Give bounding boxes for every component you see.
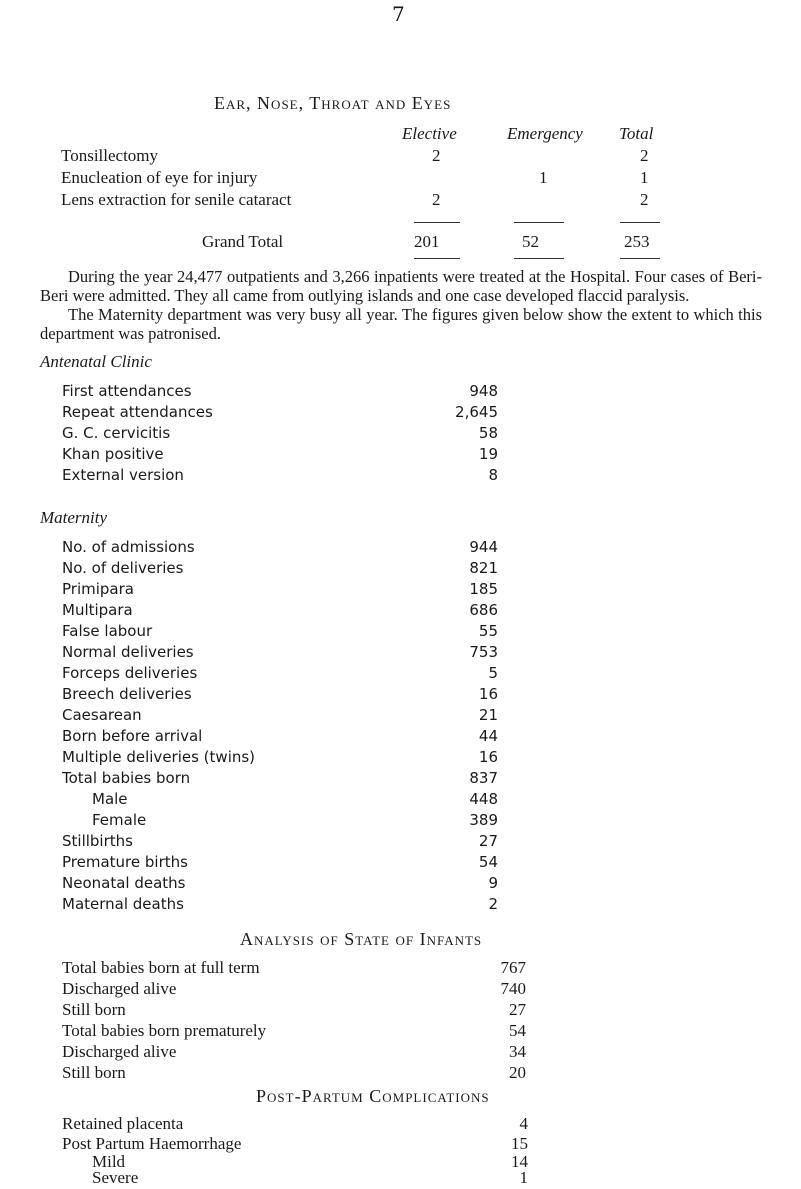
ent-row-total: 2 [640, 146, 649, 165]
list-item-label: Discharged alive [62, 979, 177, 998]
list-item-value: 19 [478, 445, 498, 463]
list-item-label: Multiple deliveries (twins) [62, 748, 256, 766]
list-item-value: 2,645 [455, 403, 498, 421]
paragraph-1: During the year 24,477 outpatients and 3,266 inpatients were treated at the Hospital. Four cases of Beri-Beri were admitted. They all came from outlying islands and one case developed flaccid paralysis. [40, 267, 762, 305]
col-emergency: Emergency [507, 124, 583, 143]
rule-elective-bottom [414, 258, 460, 259]
list-item-label: Total babies born [62, 769, 191, 787]
list-item-value: 54 [509, 1021, 526, 1040]
list-item-value: 15 [511, 1134, 528, 1153]
list-item-label: Mild [92, 1152, 126, 1171]
list-item-value: 16 [478, 748, 498, 766]
list-item-label: External version [62, 466, 184, 484]
list-item-label: Severe [92, 1168, 139, 1187]
list-item-value: 34 [509, 1042, 526, 1061]
list-item-value: 837 [469, 769, 498, 787]
ent-heading: Ear, Nose, Throat and Eyes [214, 93, 452, 113]
list-item-value: 767 [500, 958, 526, 977]
list-item-label: Breech deliveries [62, 685, 192, 703]
ent-row-total: 1 [640, 168, 649, 187]
list-item-value: 20 [509, 1063, 526, 1082]
list-item-value: 5 [488, 664, 498, 682]
rule-elective-top [414, 222, 460, 223]
list-item-label: Retained placenta [62, 1114, 184, 1133]
list-item-value: 14 [511, 1152, 528, 1171]
list-item-value: 821 [469, 559, 498, 577]
list-item-label: Multipara [62, 601, 133, 619]
list-item-value: 740 [500, 979, 526, 998]
list-item-value: 448 [469, 790, 498, 808]
rule-total-bottom [620, 258, 660, 259]
antenatal-title: Antenatal Clinic [40, 352, 152, 371]
list-item-label: Total babies born at full term [62, 958, 260, 977]
list-item-value: 944 [469, 538, 498, 556]
ent-row-emergency: 1 [539, 168, 548, 187]
grand-total-emergency: 52 [522, 232, 539, 251]
ent-row-elective: 2 [432, 190, 441, 209]
intro-paragraph [40, 267, 762, 343]
list-item-label: Still born [62, 1000, 126, 1019]
maternity-title: Maternity [40, 508, 108, 527]
ent-row-total: 2 [640, 190, 649, 209]
list-item-label: First attendances [62, 382, 192, 400]
list-item-label: False labour [62, 622, 153, 640]
list-item-label: Born before arrival [62, 727, 203, 745]
page-number: 7 [392, 2, 405, 26]
rule-total-top [620, 222, 660, 223]
list-item-value: 8 [488, 466, 498, 484]
list-item-label: Discharged alive [62, 1042, 177, 1061]
list-item-value: 4 [519, 1114, 528, 1133]
list-item-value: 389 [469, 811, 498, 829]
list-item-label: Khan positive [62, 445, 164, 463]
list-item-value: 27 [478, 832, 498, 850]
list-item-value: 185 [469, 580, 498, 598]
ent-row-label: Tonsillectomy [61, 146, 159, 165]
list-item-value: 9 [488, 874, 498, 892]
list-item-label: Male [92, 790, 128, 808]
list-item-label: Stillbirths [62, 832, 133, 850]
grand-total-label: Grand Total [202, 232, 284, 251]
list-item-label: Premature births [62, 853, 188, 871]
col-total: Total [619, 124, 654, 143]
list-item-value: 16 [478, 685, 498, 703]
list-item-label: Total babies born prematurely [62, 1021, 267, 1040]
list-item-label: No. of admissions [62, 538, 195, 556]
postpartum-heading: Post-Partum Complications [256, 1086, 490, 1106]
col-elective: Elective [402, 124, 457, 143]
list-item-value: 753 [469, 643, 498, 661]
list-item-value: 27 [509, 1000, 526, 1019]
list-item-label: Primipara [62, 580, 134, 598]
list-item-value: 2 [488, 895, 498, 913]
list-item-label: G. C. cervicitis [62, 424, 171, 442]
list-item-label: Still born [62, 1063, 126, 1082]
list-item-label: Forceps deliveries [62, 664, 198, 682]
list-item-value: 21 [478, 706, 498, 724]
list-item-label: Repeat attendances [62, 403, 213, 421]
grand-total-total: 253 [624, 232, 650, 251]
infants-heading: Analysis of State of Infants [240, 929, 483, 949]
ent-row-elective: 2 [432, 146, 441, 165]
list-item-value: 54 [478, 853, 498, 871]
ent-row-label: Enucleation of eye for injury [61, 168, 258, 187]
list-item-label: Maternal deaths [62, 895, 184, 913]
rule-emergency-bottom [514, 258, 564, 259]
list-item-value: 44 [478, 727, 498, 745]
list-item-value: 948 [469, 382, 498, 400]
paragraph-2: The Maternity department was very busy all year. The figures given below show the extent to which this department was patronised. [40, 305, 762, 343]
rule-emergency-top [514, 222, 564, 223]
list-item-value: 58 [478, 424, 498, 442]
list-item-label: Neonatal deaths [62, 874, 186, 892]
list-item-label: No. of deliveries [62, 559, 184, 577]
list-item-label: Caesarean [62, 706, 142, 724]
list-item-label: Female [92, 811, 147, 829]
grand-total-elective: 201 [414, 232, 440, 251]
ent-row-label: Lens extraction for senile cataract [61, 190, 292, 209]
list-item-value: 686 [469, 601, 498, 619]
list-item-value: 1 [519, 1168, 528, 1187]
list-item-label: Normal deliveries [62, 643, 194, 661]
list-item-label: Post Partum Haemorrhage [62, 1134, 242, 1153]
list-item-value: 55 [478, 622, 498, 640]
